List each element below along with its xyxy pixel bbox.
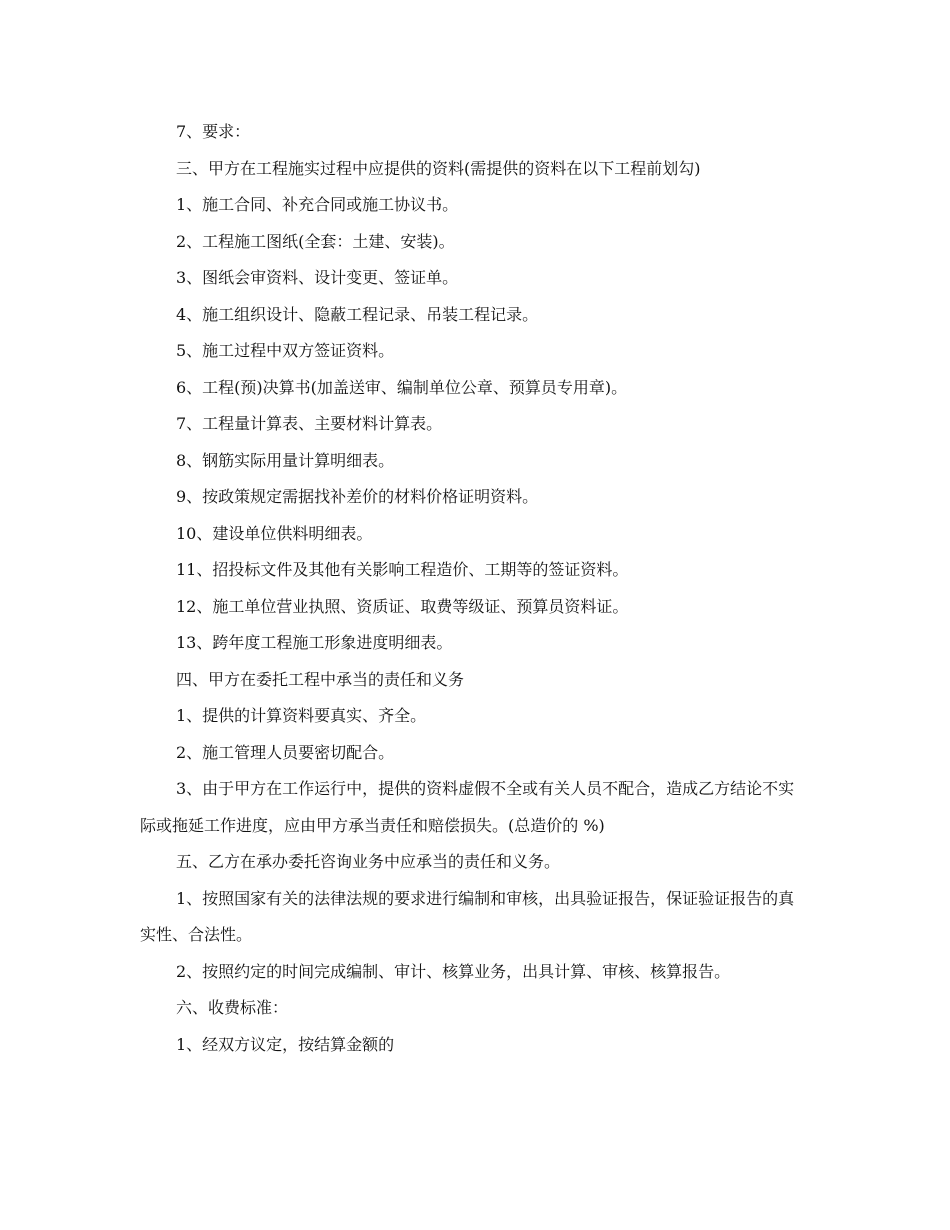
list-item: 3、图纸会审资料、设计变更、签证单。 xyxy=(176,268,459,287)
list-item: 8、钢筋实际用量计算明细表。 xyxy=(176,450,395,470)
section-heading: 三、甲方在工程施实过程中应提供的资料(需提供的资料在以下工程前划勾) xyxy=(176,158,701,178)
list-item: 12、施工单位营业执照、资质证、取费等级证、预算员资料证。 xyxy=(176,596,629,616)
list-item: 7、工程量计算表、主要材料计算表。 xyxy=(176,414,443,433)
list-item: 1、经双方议定，按结算金额的 xyxy=(176,1034,395,1054)
list-item: 13、跨年度工程施工形象进度明细表。 xyxy=(176,633,453,652)
list-item: 2、施工管理人员要密切配合。 xyxy=(176,742,395,762)
list-item: 1、施工合同、补充合同或施工协议书。 xyxy=(176,195,459,214)
section-heading: 五、乙方在承办委托咨询业务中应承当的责任和义务。 xyxy=(176,852,561,871)
list-item: 2、工程施工图纸(全套：土建、安装)。 xyxy=(176,231,455,251)
list-item: 6、工程(预)决算书(加盖送审、编制单位公章、预算员专用章)。 xyxy=(176,377,628,397)
section-heading: 六、收费标准： xyxy=(176,998,289,1017)
list-item: 2、按照约定的时间完成编制、审计、核算业务，出具计算、审核、核算报告。 xyxy=(176,961,731,981)
section-heading: 四、甲方在委托工程中承当的责任和义务 xyxy=(176,669,465,689)
list-item: 5、施工过程中双方签证资料。 xyxy=(176,341,395,360)
paragraph: 7、要求： xyxy=(176,122,251,141)
list-item: 4、施工组织设计、隐蔽工程记录、吊装工程记录。 xyxy=(176,304,539,324)
list-item: 1、提供的计算资料要真实、齐全。 xyxy=(176,706,427,725)
document-body xyxy=(140,114,806,1063)
list-item: 11、招投标文件及其他有关影响工程造价、工期等的签证资料。 xyxy=(176,560,629,579)
list-item: 1、按照国家有关的法律法规的要求进行编制和审核，出具验证报告，保证验证报告的真实性、合法性。 xyxy=(140,888,795,944)
list-item: 9、按政策规定需据找补差价的材料价格证明资料。 xyxy=(176,487,539,506)
list-item: 10、建设单位供料明细表。 xyxy=(176,523,373,543)
list-item: 3、由于甲方在工作运行中，提供的资料虚假不全或有关人员不配合，造成乙方结论不实际或拖延工作进度，应由甲方承当责任和赔偿损失。(总造价的 %) xyxy=(140,779,795,835)
